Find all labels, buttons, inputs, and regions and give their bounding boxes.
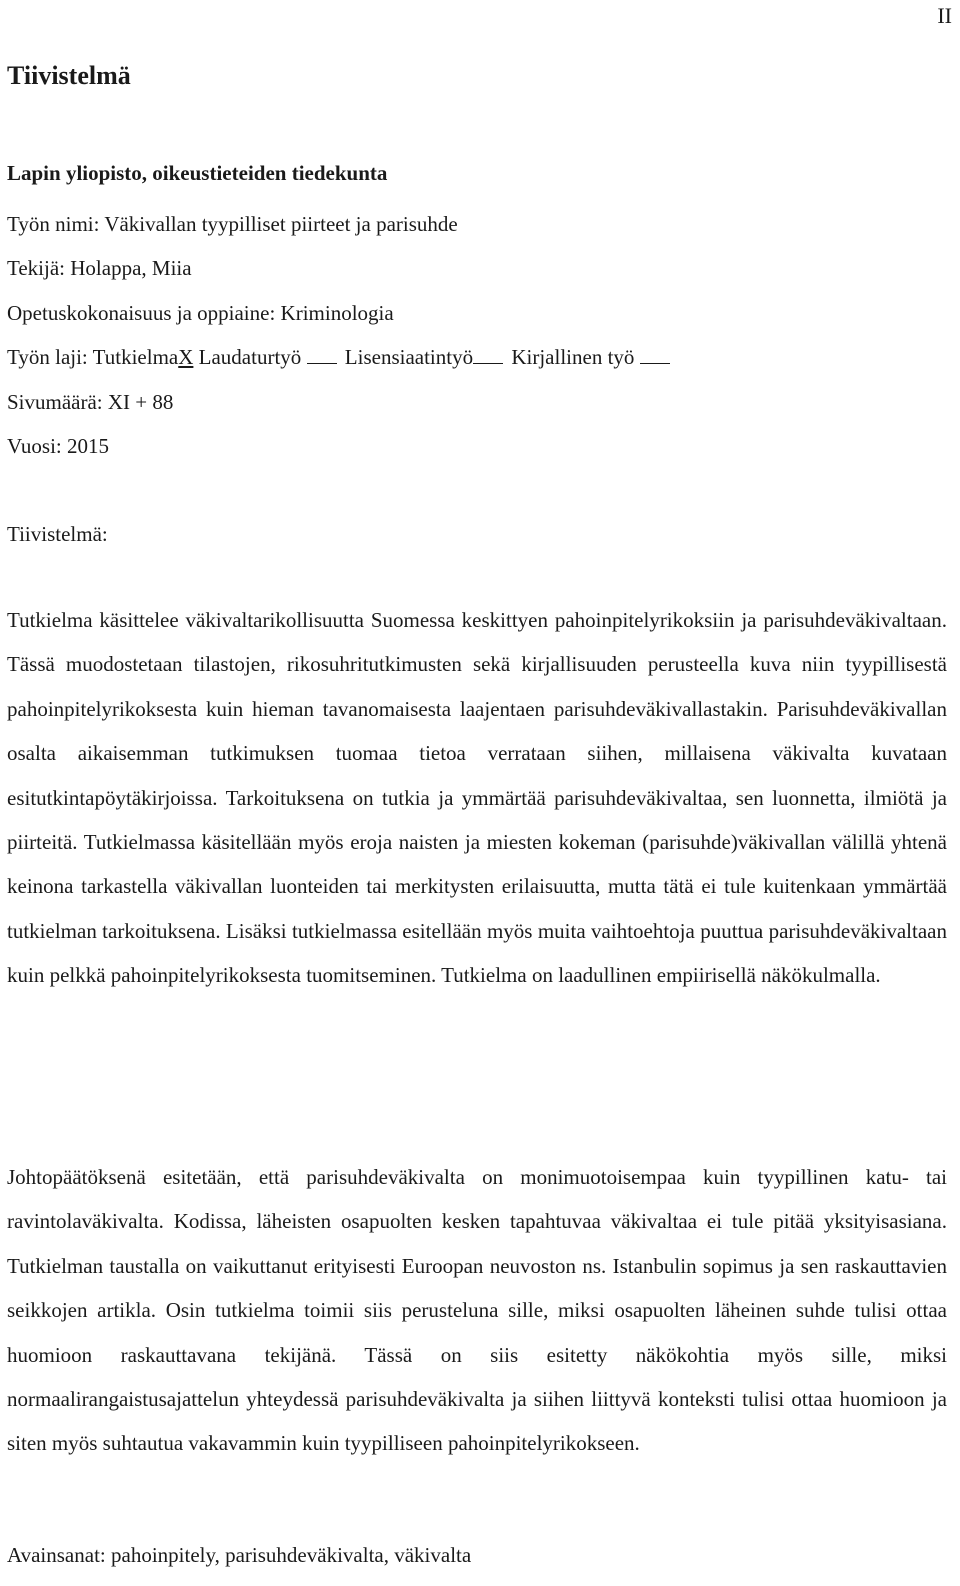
work-type-written-blank [640, 345, 670, 364]
work-type-label: Työn laji: [7, 345, 88, 369]
thesis-metadata [7, 151, 952, 469]
author-line: Tekijä: Holappa, Miia [7, 256, 192, 280]
work-type-thesis-mark: X [178, 345, 194, 369]
work-title-line: Työn nimi: Väkivallan tyypilliset piirteet ja parisuhde [7, 211, 458, 236]
subject-line: Opetuskokonaisuus ja oppiaine: Kriminologia [7, 300, 394, 325]
page-number: II [937, 3, 952, 28]
work-type-thesis: Tutkielma [92, 345, 179, 369]
work-type-written: Kirjallinen työ [511, 345, 635, 369]
faculty-line: Lapin yliopisto, oikeustieteiden tiedekunta [7, 161, 388, 185]
work-type-laudatur-blank [307, 345, 337, 364]
work-type-line [7, 335, 952, 380]
abstract-paragraph-1: Tutkielma käsittelee väkivaltarikollisuutta Suomessa keskittyen pahoinpitelyrikoksiin ja parisuhdeväkivaltaan. Tässä muodostetaan tilastojen, rikosuhritutkimusten sekä kirjallisuuden perusteella kuva niin tyypillisestä pahoinpitelyrikoksesta kuin hieman tavanomaisesta laajentaen parisuhdeväkivallastakin. Parisuhdeväkivallan osalta aikaisemman tutkimuksen tuomaa tietoa verrataan siihen, millaisena väkivalta kuvataan esitutkintapöytäkirjoissa. Tarkoituksena on tutkia ja ymmärtää parisuhdeväkivaltaa, sen luonnetta, ilmiötä ja piirteitä. Tutkielmassa käsitellään myös eroja naisten ja miesten kokeman (parisuhde)väkivallan välillä yhtenä keinona tarkastella väkivallan luonteiden tai merkitysten erilaisuutta, mutta tätä ei tule kuitenkaan ymmärtää tutkielman tarkoituksena. Lisäksi tutkielmassa esitellään myös muita vaihtoehtoja puuttua parisuhdeväkivaltaan kuin pelkkä pahoinpitelyrikoksesta tuomitseminen. Tutkielma on laadullinen empiirisellä näkökulmalla. [7, 608, 947, 988]
work-type-licentiate: Lisensiaatintyö [344, 345, 474, 369]
page-count-line: Sivumäärä: XI + 88 [7, 389, 174, 414]
page-title: Tiivistelmä [7, 61, 131, 90]
work-type-laudatur: Laudaturtyö [198, 345, 302, 369]
keywords-line: Avainsanat: pahoinpitely, parisuhdeväkivalta, väkivalta [7, 1543, 472, 1567]
year-line: Vuosi: 2015 [7, 434, 109, 458]
work-type-licentiate-blank [473, 345, 503, 364]
abstract-paragraph-2: Johtopäätöksenä esitetään, että parisuhdeväkivalta on monimuotoisempaa kuin tyypillinen katu- tai ravintolaväkivalta. Kodissa, läheisten osapuolten kesken tapahtuvaa väkivaltaa ei tule pitää yksityisasiana. Tutkielman taustalla on vaikuttanut erityisesti Euroopan neuvoston ns. Istanbulin sopimus ja sen raskauttavien seikkojen artikla. Osin tutkielma toimii siis perusteluna sille, miksi osapuolten läheinen suhde tulisi ottaa huomioon raskauttavana tekijänä. Tässä on siis esitetty näkökohtia myös sille, miksi normaalirangaistusajattelun yhteydessä parisuhdeväkivalta ja siihen liittyvä konteksti tulisi ottaa huomioon ja siten myös suhtautua vakavammin kuin tyypilliseen pahoinpitelyrikokseen. [7, 1165, 947, 1456]
abstract-label: Tiivistelmä: [7, 522, 108, 546]
